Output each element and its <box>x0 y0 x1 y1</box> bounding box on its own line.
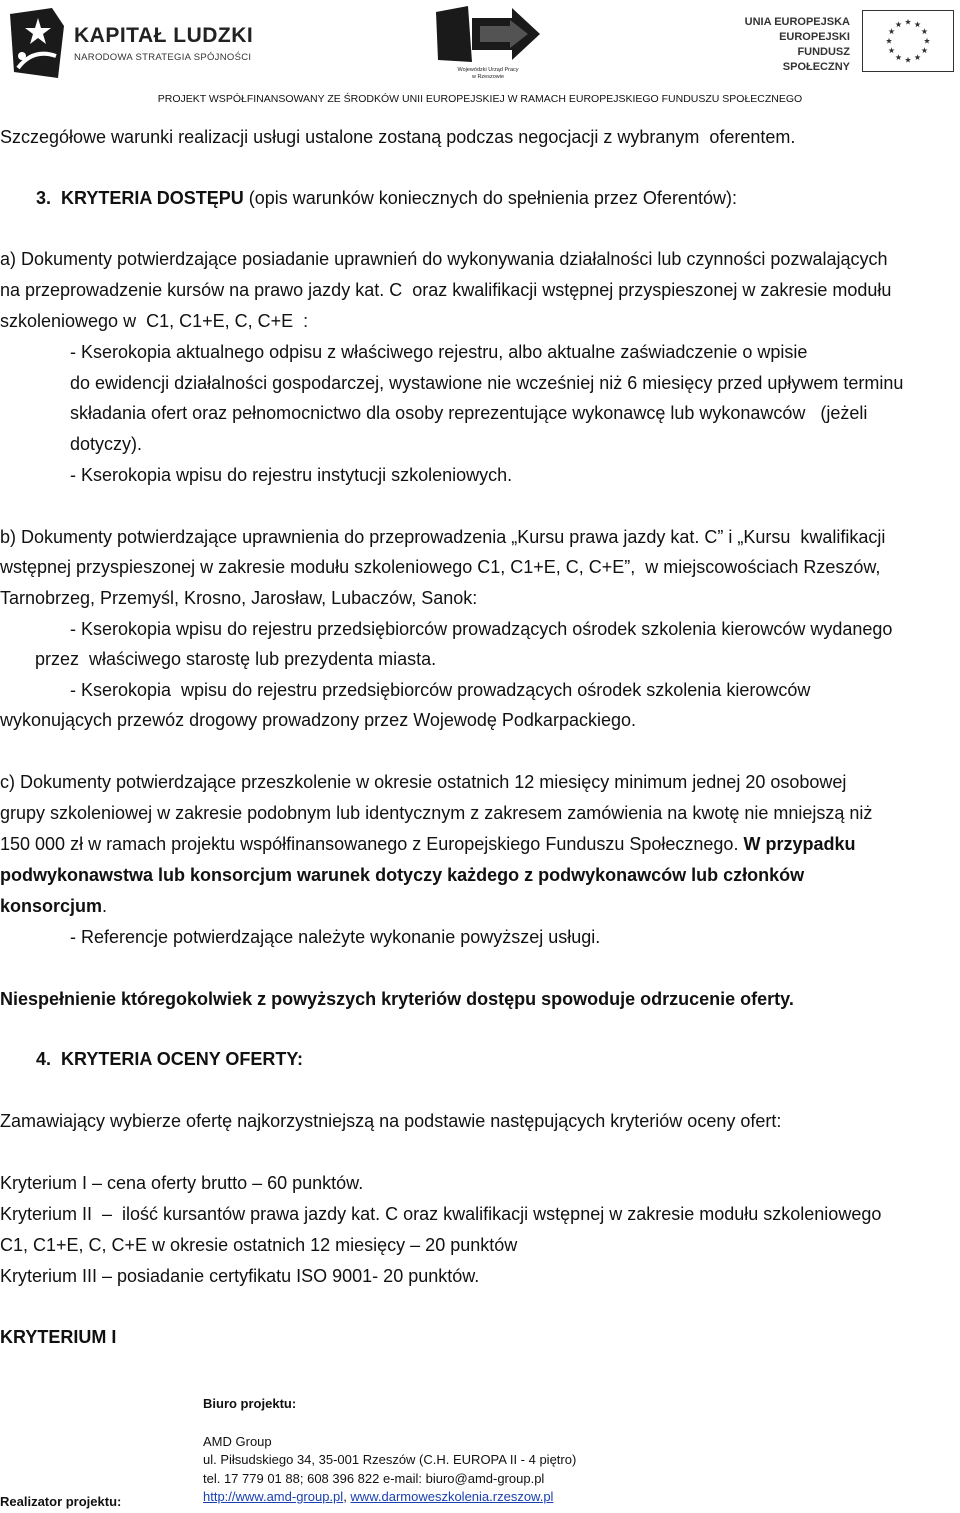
eu-star-icon <box>905 19 911 25</box>
criterion-c-line2: grupy szkoleniowej w zakresie podobnym lub identycznym z zakresem zamówienia na kwotę nie mniejszą niż <box>0 803 873 823</box>
intro-paragraph: Szczegółowe warunki realizacji usługi ustalone zostaną podczas negocjacji z wybranym oferentem. <box>0 127 796 147</box>
section-3-heading <box>36 187 737 209</box>
eu-star-icon <box>895 54 901 60</box>
kryterium-1-heading: KRYTERIUM I <box>0 1327 117 1347</box>
company-name: AMD Group <box>203 1434 272 1449</box>
criterion-a-line2: na przeprowadzenie kursów na prawo jazdy kat. C oraz kwalifikacji wstępnej przyspieszonej w zakresie modułu <box>0 280 892 300</box>
eu-star-icon <box>889 28 895 34</box>
eu-star-icon <box>914 21 920 27</box>
criterion-a-item2: - Kserokopia wpisu do rejestru instytucji szkoleniowych. <box>70 465 513 485</box>
eu-line1: UNIA EUROPEJSKA <box>744 16 850 28</box>
eu-star-icon <box>905 57 911 63</box>
kapital-ludzki-subtitle: NARODOWA STRATEGIA SPÓJNOŚCI <box>74 52 252 63</box>
company-address: ul. Piłsudskiego 34, 35-001 Rzeszów (C.H. EUROPA II - 4 piętro) <box>203 1452 577 1467</box>
criterion-c-line3 <box>0 833 855 855</box>
criterion-a-item1-line4: dotyczy). <box>70 434 143 454</box>
wup-arrow-emblem-icon <box>432 4 544 66</box>
criterion-c-line5-bold: konsorcjum <box>0 896 103 916</box>
footer-links <box>203 1489 553 1504</box>
criterion-1: Kryterium I – cena oferty brutto – 60 punktów. <box>0 1173 364 1193</box>
company-contact: tel. 17 779 01 88; 608 396 822 e-mail: biuro@amd-group.pl <box>203 1471 545 1486</box>
criterion-2-line2: C1, C1+E, C, C+E w okresie ostatnich 12 miesięcy – 20 punktów <box>0 1235 518 1255</box>
darmoweszkolenia-link[interactable]: www.darmoweszkolenia.rzeszow.pl <box>350 1489 554 1504</box>
wup-caption <box>442 67 534 80</box>
eu-star-icon <box>921 28 927 34</box>
criterion-b-line3: Tarnobrzeg, Przemyśl, Krosno, Jarosław, Lubaczów, Sanok: <box>0 588 478 608</box>
criterion-a-line3: szkoleniowego w C1, C1+E, C, C+E : <box>0 311 309 331</box>
eu-star-icon <box>886 38 892 44</box>
criterion-3: Kryterium III – posiadanie certyfikatu ISO 9001- 20 punktów. <box>0 1266 480 1286</box>
section-3-description: (opis warunków koniecznych do spełnienia przez Oferentów): <box>243 188 737 208</box>
eu-star-icon <box>921 47 927 53</box>
criterion-c-line4: podwykonawstwa lub konsorcjum warunek dotyczy każdego z podwykonawców lub członków <box>0 865 805 885</box>
criterion-b-line2: wstępnej przyspieszonej w zakresie modułu szkoleniowego C1, C1+E, C, C+E”, w miejscowościach Rzeszów, <box>0 557 881 577</box>
amd-group-link[interactable]: http://www.amd-group.pl <box>203 1489 344 1504</box>
criterion-c-line5-dot: . <box>102 896 108 916</box>
criterion-a-item1-line2: do ewidencji działalności gospodarczej, wystawione nie wcześniej niż 6 miesięcy przed upływem terminu <box>70 373 904 393</box>
criterion-b-line1: b) Dokumenty potwierdzające uprawnienia do przeprowadzenia „Kursu prawa jazdy kat. C” i „Kursu kwalifikacji <box>0 527 886 547</box>
eu-flag-icon <box>862 10 954 72</box>
criterion-c-line5 <box>0 895 107 917</box>
criterion-a-item1-line3: składania ofert oraz pełnomocnictwo dla osoby reprezentujące wykonawcę lub wykonawców (jeżeli <box>70 403 868 423</box>
criterion-c-line3-bold: W przypadku <box>743 834 856 854</box>
biuro-label: Biuro projektu: <box>203 1396 297 1411</box>
kapital-ludzki-logo <box>8 4 268 84</box>
section-3-number: 3. <box>36 188 52 208</box>
realizator-label: Realizator projektu: <box>0 1494 122 1509</box>
evaluation-intro: Zamawiający wybierze ofertę najkorzystniejszą na podstawie następujących kryteriów oceny ofert: <box>0 1111 782 1131</box>
eu-logo <box>728 6 956 76</box>
wup-line1: Wojewódzki Urząd Pracy <box>457 67 519 73</box>
section-4-title: KRYTERIA OCENY OFERTY: <box>61 1049 304 1069</box>
eu-text <box>728 15 850 75</box>
criterion-a-line1: a) Dokumenty potwierdzające posiadanie uprawnień do wykonywania działalności lub czynności pozwalających <box>0 249 888 269</box>
eu-star-icon <box>889 47 895 53</box>
eu-star-icon <box>924 38 930 44</box>
criterion-c-line1: c) Dokumenty potwierdzające przeszkolenie w okresie ostatnich 12 miesięcy minimum jednej 20 osobowej <box>0 772 847 792</box>
eu-star-icon <box>914 54 920 60</box>
wup-line2: w Rzeszowie <box>471 73 505 80</box>
page-header <box>0 0 960 108</box>
criterion-a-item1-line1: - Kserokopia aktualnego odpisu z właściwego rejestru, albo aktualne zaświadczenie o wpisie <box>70 342 808 362</box>
criterion-2-line1: Kryterium II – ilość kursantów prawa jazdy kat. C oraz kwalifikacji wstępnej w zakresie modułu szkoleniowego <box>0 1204 882 1224</box>
eu-line3: FUNDUSZ SPOŁECZNY <box>782 46 850 73</box>
criterion-c-item1: - Referencje potwierdzające należyte wykonanie powyższej usługi. <box>70 927 601 947</box>
criterion-b-item2-line2: wykonujących przewóz drogowy prowadzony przez Wojewodę Podkarpackiego. <box>0 710 636 730</box>
criterion-b-item1-line1: - Kserokopia wpisu do rejestru przedsiębiorców prowadzących ośrodek szkolenia kierowców wydanego <box>70 619 893 639</box>
section-3-title: KRYTERIA DOSTĘPU <box>61 188 244 208</box>
links-separator: , <box>343 1489 351 1504</box>
eu-line2: EUROPEJSKI <box>779 31 850 43</box>
criterion-b-item1-line2: przez właściwego starostę lub prezydenta miasta. <box>35 649 437 669</box>
wup-logo <box>432 4 544 84</box>
kapital-ludzki-emblem-icon <box>8 8 66 80</box>
project-cofinancing-line: PROJEKT WSPÓŁFINANSOWANY ZE ŚRODKÓW UNII EUROPEJSKIEJ W RAMACH EUROPEJSKIEGO FUNDUSZU SPOŁECZNEGO <box>157 93 803 105</box>
kapital-ludzki-title: KAPITAŁ LUDZKI <box>74 24 254 47</box>
criterion-b-item2-line1: - Kserokopia wpisu do rejestru przedsiębiorców prowadzących ośrodek szkolenia kierowców <box>70 680 811 700</box>
criterion-c-line3-text: 150 000 zł w ramach projektu współfinansowanego z Europejskiego Funduszu Społecznego. <box>0 834 744 854</box>
section-4-number: 4. <box>36 1049 52 1069</box>
rejection-warning: Niespełnienie któregokolwiek z powyższych kryteriów dostępu spowoduje odrzucenie oferty. <box>0 989 794 1009</box>
section-4-heading <box>36 1048 303 1070</box>
eu-star-icon <box>895 21 901 27</box>
